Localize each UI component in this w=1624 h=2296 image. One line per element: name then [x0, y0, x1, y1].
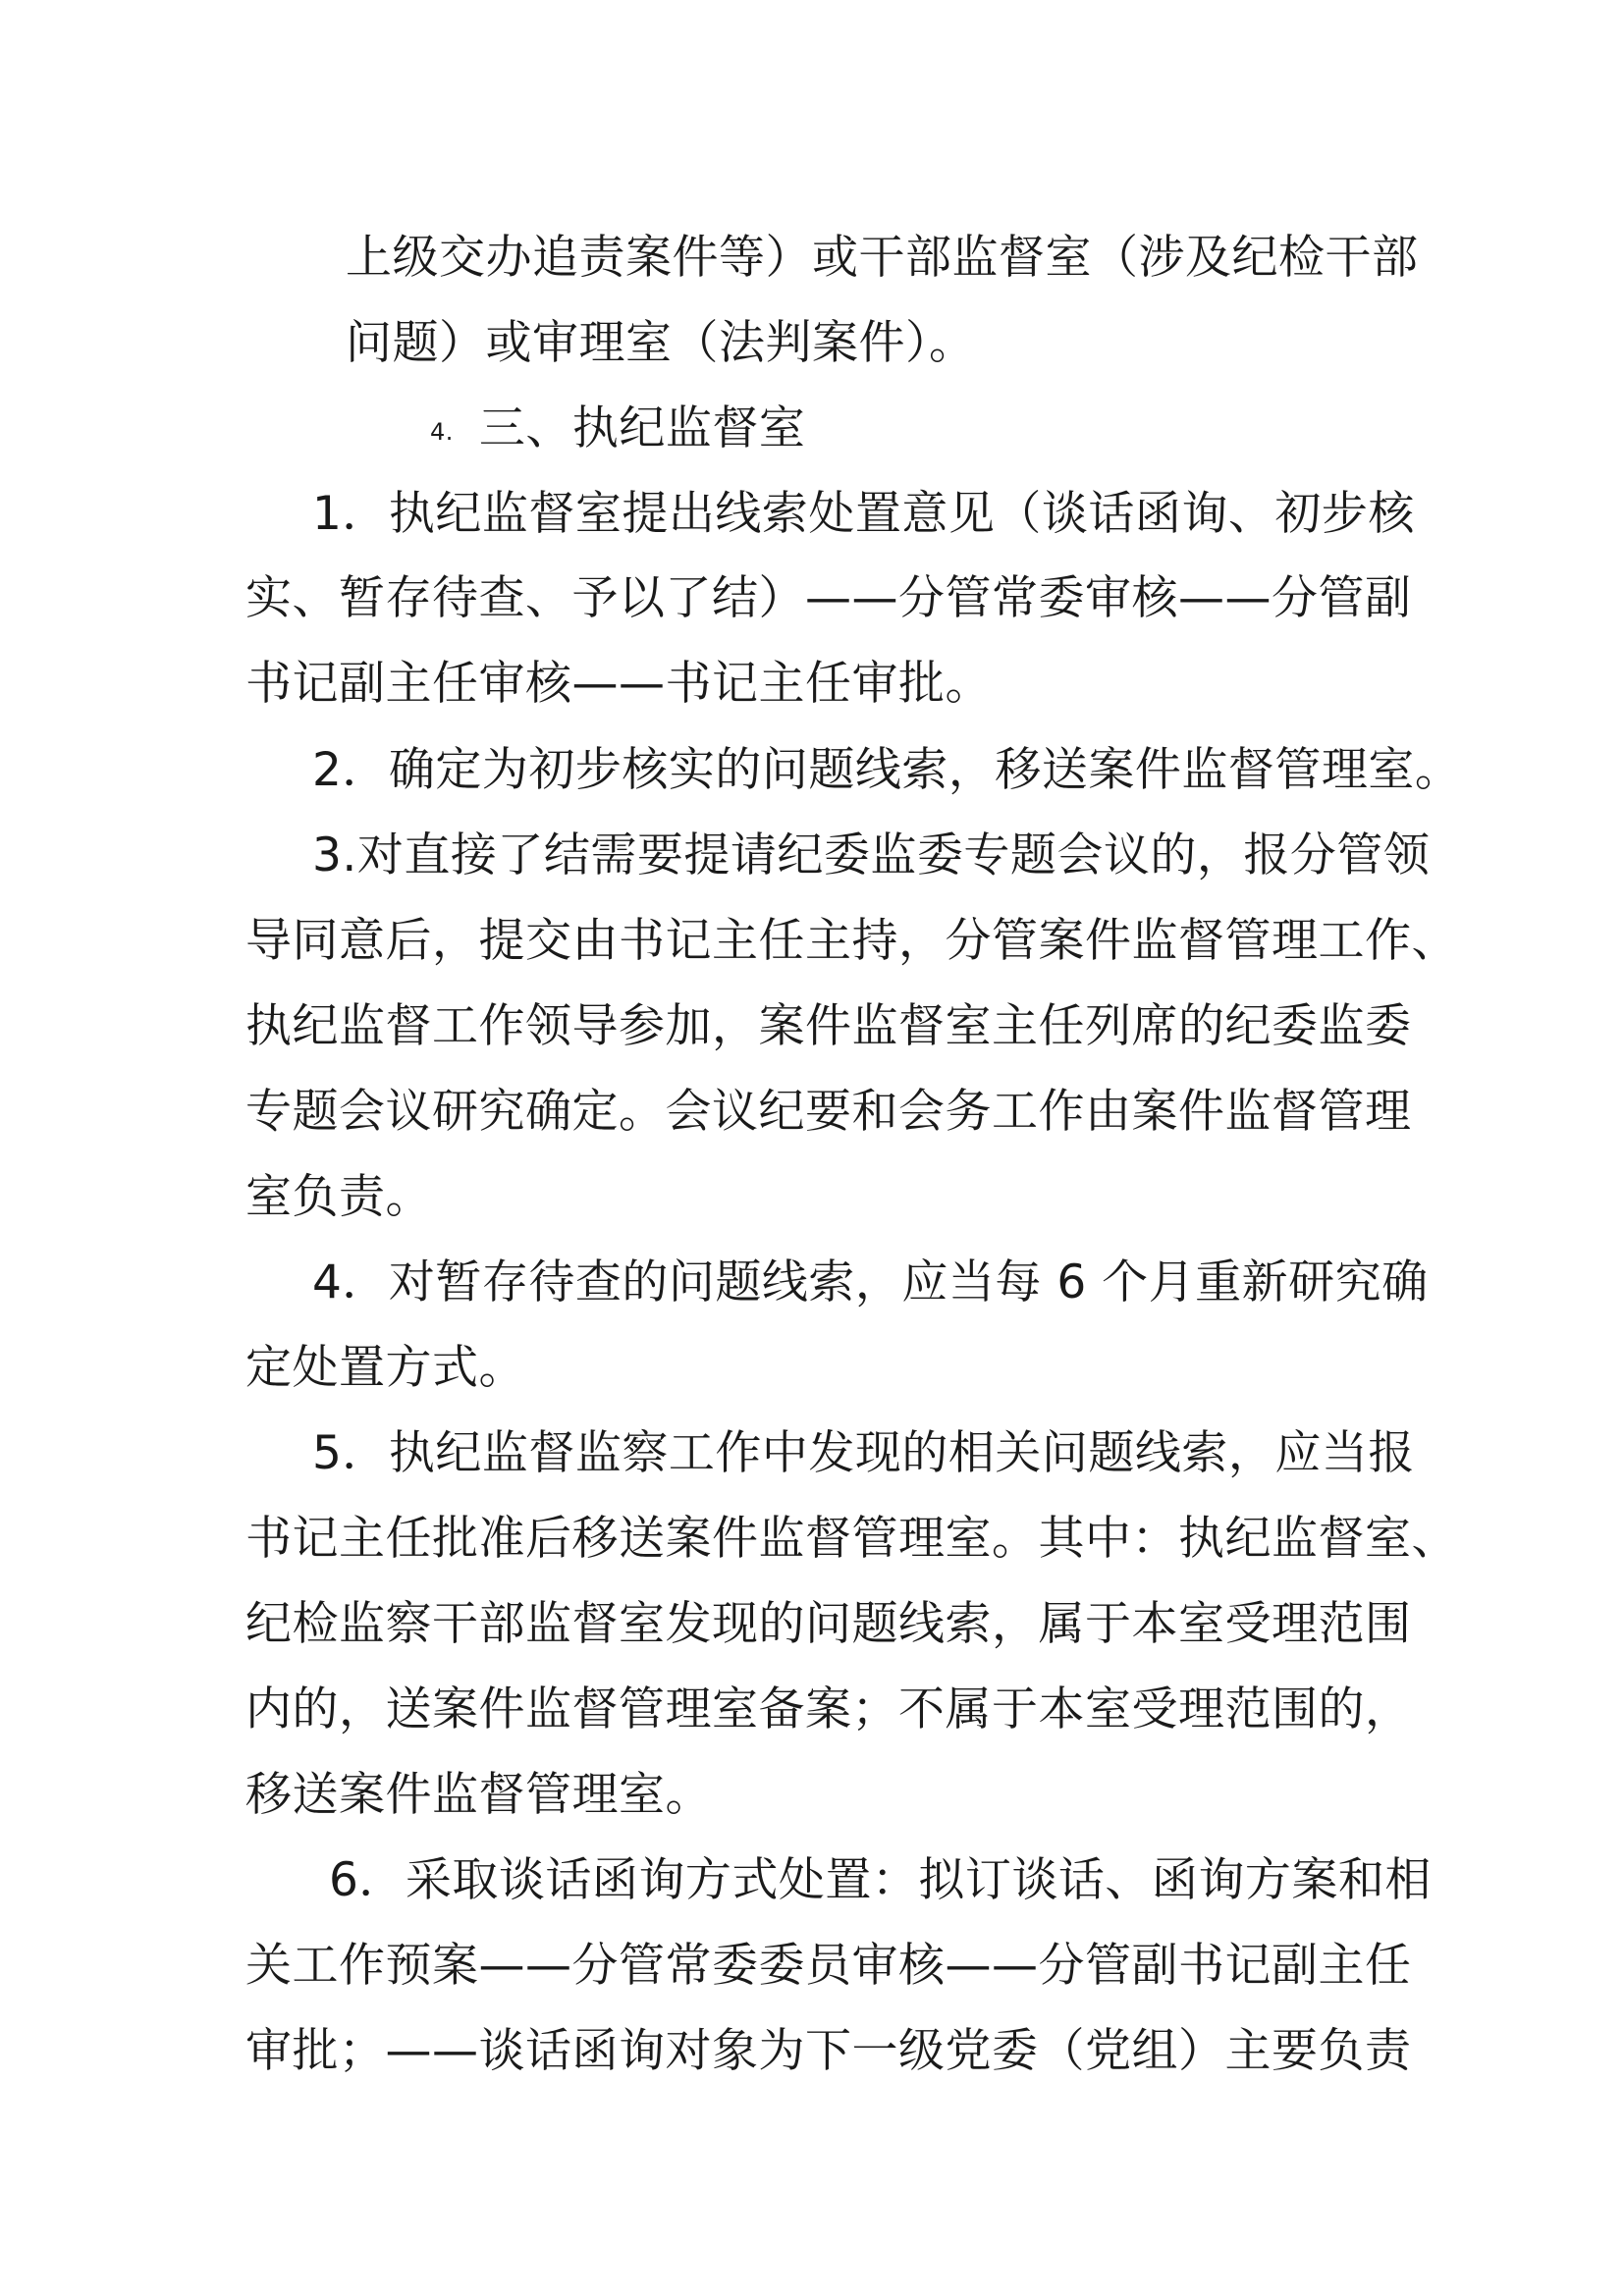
text-line-6: 书记副主任审核——书记主任审批。	[245, 657, 992, 711]
text-line-16: 书记主任批准后移送案件监督管理室。其中：执纪监督室、	[245, 1512, 1458, 1566]
text-line-20: 6．采取谈话函询方式处置：拟订谈话、函询方案和相	[329, 1853, 1432, 1907]
text-line-19: 移送案件监督管理室。	[245, 1768, 712, 1822]
heading-number: 4.	[430, 417, 454, 446]
text-line-9: 导同意后，提交由书记主任主持，分管案件监督管理工作、	[245, 914, 1458, 968]
text-line-21: 关工作预案——分管常委委员审核——分管副书记副主任	[245, 1939, 1412, 1993]
text-line-18: 内的，送案件监督管理室备案；不属于本室受理范围的，	[245, 1682, 1412, 1736]
text-line-14: 定处置方式。	[245, 1341, 525, 1395]
text-line-4: 1．执纪监督室提出线索处置意见（谈话函询、初步核	[312, 487, 1415, 541]
text-line-5: 实、暂存待查、予以了结）——分管常委审核——分管副	[245, 571, 1412, 625]
section-heading	[430, 400, 805, 461]
text-line-13: 4．对暂存待查的问题线索，应当每 6 个月重新研究确	[312, 1255, 1429, 1309]
text-line-1: 上级交办追责案件等）或干部监督室（涉及纪检干部	[346, 231, 1419, 285]
heading-text: 三、执纪监督室	[478, 401, 806, 455]
text-line-12: 室负责。	[245, 1170, 432, 1224]
text-line-8: 3.对直接了结需要提请纪委监委专题会议的，报分管领	[312, 828, 1431, 882]
text-line-22: 审批；——谈话函询对象为下一级党委（党组）主要负责	[245, 2024, 1412, 2078]
text-line-17: 纪检监察干部监督室发现的问题线索，属于本室受理范围	[245, 1597, 1412, 1651]
text-line-2: 问题）或审理室（法判案件）。	[346, 316, 976, 370]
text-line-11: 专题会议研究确定。会议纪要和会务工作由案件监督管理	[245, 1085, 1412, 1139]
text-line-15: 5．执纪监督监察工作中发现的相关问题线索，应当报	[312, 1426, 1415, 1480]
text-line-10: 执纪监督工作领导参加，案件监督室主任列席的纪委监委	[245, 999, 1412, 1053]
text-line-7: 2．确定为初步核实的问题线索，移送案件监督管理室。	[312, 743, 1462, 797]
